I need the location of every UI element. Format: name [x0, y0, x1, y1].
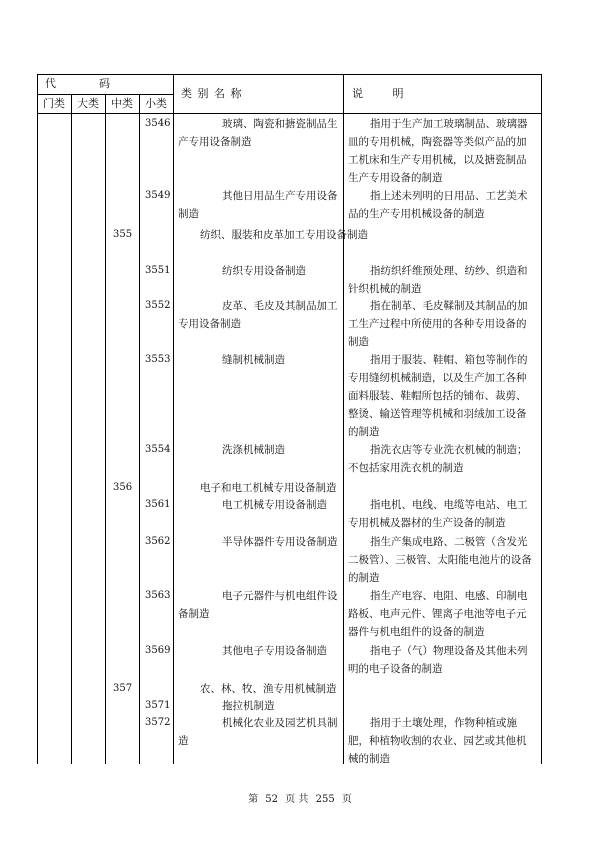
- code-small-3572: 3572: [145, 717, 171, 728]
- table-right-border: [541, 74, 542, 764]
- category-name-3549: 其他日用品生产专用设备制造: [178, 190, 338, 220]
- category-name-3562: 半导体器件专用设备制造: [222, 536, 338, 548]
- header-category-name: 类 别 名 称: [181, 87, 243, 100]
- code-mid-357: 357: [113, 683, 133, 694]
- code-small-3553: 3553: [145, 354, 171, 365]
- description-3561: 指电机、电线、电缆等电站、电工专用机械及器材的生产设备的制造: [348, 499, 528, 529]
- code-small-3562: 3562: [145, 536, 171, 547]
- code-small-3569: 3569: [145, 645, 171, 656]
- col-divider-xiaolei: [173, 74, 174, 764]
- header-code-label-right: 码: [99, 77, 110, 90]
- description-3563: 指生产电容、电阻、电感、印制电路板、电声元件、锂离子电池等电子元器件与机电组件的设备的制造: [348, 590, 528, 638]
- category-name-3571: 拖拉机制造: [222, 700, 275, 712]
- page-footer: [0, 790, 600, 805]
- code-small-3561: 3561: [145, 499, 171, 510]
- category-name-3551: 纺织专用设备制造: [222, 265, 306, 277]
- category-name-3569: 其他电子专用设备制造: [222, 645, 327, 657]
- footer-page-number: 52: [265, 794, 279, 805]
- footer-page-mid: 页 共: [285, 794, 309, 805]
- description-3549: 指上述未列明的日用品、工艺美术品的生产专用机械设备的制造: [348, 190, 528, 220]
- col-divider-dalei: [105, 94, 106, 764]
- category-name-3552: 皮革、毛皮及其制品加工专用设备制造: [178, 300, 338, 330]
- header-xiaolei: 小类: [145, 97, 167, 110]
- footer-page-suffix: 页: [341, 794, 352, 805]
- header-description: 说 明: [352, 87, 404, 100]
- code-small-3551: 3551: [145, 265, 171, 276]
- footer-total-pages: 255: [315, 794, 335, 805]
- description-3546: 指用于生产加工玻璃制品、玻璃器皿的专用机械，陶瓷器等类似产品的加工机床和生产专用机械，以及搪瓷制品生产专用设备的制造: [348, 118, 528, 184]
- header-bottom-border: [37, 113, 541, 114]
- table-left-border: [37, 74, 38, 764]
- category-name-355: 纺织、服装和皮革加工专用设备制造: [200, 229, 368, 241]
- code-small-3571: 3571: [145, 700, 171, 711]
- footer-page-prefix: 第: [248, 794, 259, 805]
- col-divider-name: [343, 74, 344, 764]
- description-3569: 指电子（气）物理设备及其他未列明的电子设备的制造: [348, 645, 528, 675]
- code-small-3549: 3549: [145, 190, 171, 201]
- col-divider-menlei: [71, 94, 72, 764]
- category-name-3572: 机械化农业及园艺机具制造: [178, 717, 338, 747]
- header-menlei: 门类: [43, 97, 65, 110]
- category-name-357: 农、林、牧、渔专用机械制造: [200, 683, 337, 695]
- code-small-3563: 3563: [145, 590, 171, 601]
- col-divider-zhonglei: [139, 94, 140, 764]
- code-mid-355: 355: [113, 229, 133, 240]
- code-mid-356: 356: [113, 482, 133, 493]
- category-name-356: 电子和电工机械专用设备制造: [200, 482, 337, 494]
- category-name-3561: 电工机械专用设备制造: [222, 499, 327, 511]
- category-name-3554: 洗涤机械制造: [222, 444, 285, 456]
- description-3552: 指在制革、毛皮鞣制及其制品的加工生产过程中所使用的各种专用设备的制造: [348, 300, 528, 348]
- header-code-label-left: 代: [45, 77, 56, 90]
- header-zhonglei: 中类: [111, 97, 133, 110]
- code-small-3552: 3552: [145, 300, 171, 311]
- description-3554: 指洗衣店等专业洗衣机械的制造；不包括家用洗衣机的制造: [348, 444, 528, 474]
- code-small-3546: 3546: [145, 118, 171, 129]
- category-name-3563: 电子元器件与机电组件设备制造: [178, 590, 338, 620]
- category-name-3546: 玻璃、陶瓷和搪瓷制品生产专用设备制造: [178, 118, 338, 148]
- code-small-3554: 3554: [145, 444, 171, 455]
- category-name-3553: 缝制机械制造: [222, 354, 285, 366]
- header-dalei: 大类: [77, 97, 99, 110]
- description-3572: 指用于土壤处理，作物种植或施肥，种植物收割的农业、园艺或其他机械的制造: [348, 717, 527, 765]
- table-top-border: [37, 74, 541, 75]
- description-3551: 指纺织纤维预处理、纺纱、织造和针织机械的制造: [348, 265, 528, 295]
- description-3553: 指用于服装、鞋帽、箱包等制作的专用缝纫机械制造，以及生产加工各种面料服装、鞋帽所包括的铺布、裁剪、整烫、输送管理等机械和羽绒加工设备的制造: [348, 354, 528, 438]
- description-3562: 指生产集成电路、二极管（含发光二极管）、三极管、太阳能电池片的设备的制造: [348, 536, 532, 584]
